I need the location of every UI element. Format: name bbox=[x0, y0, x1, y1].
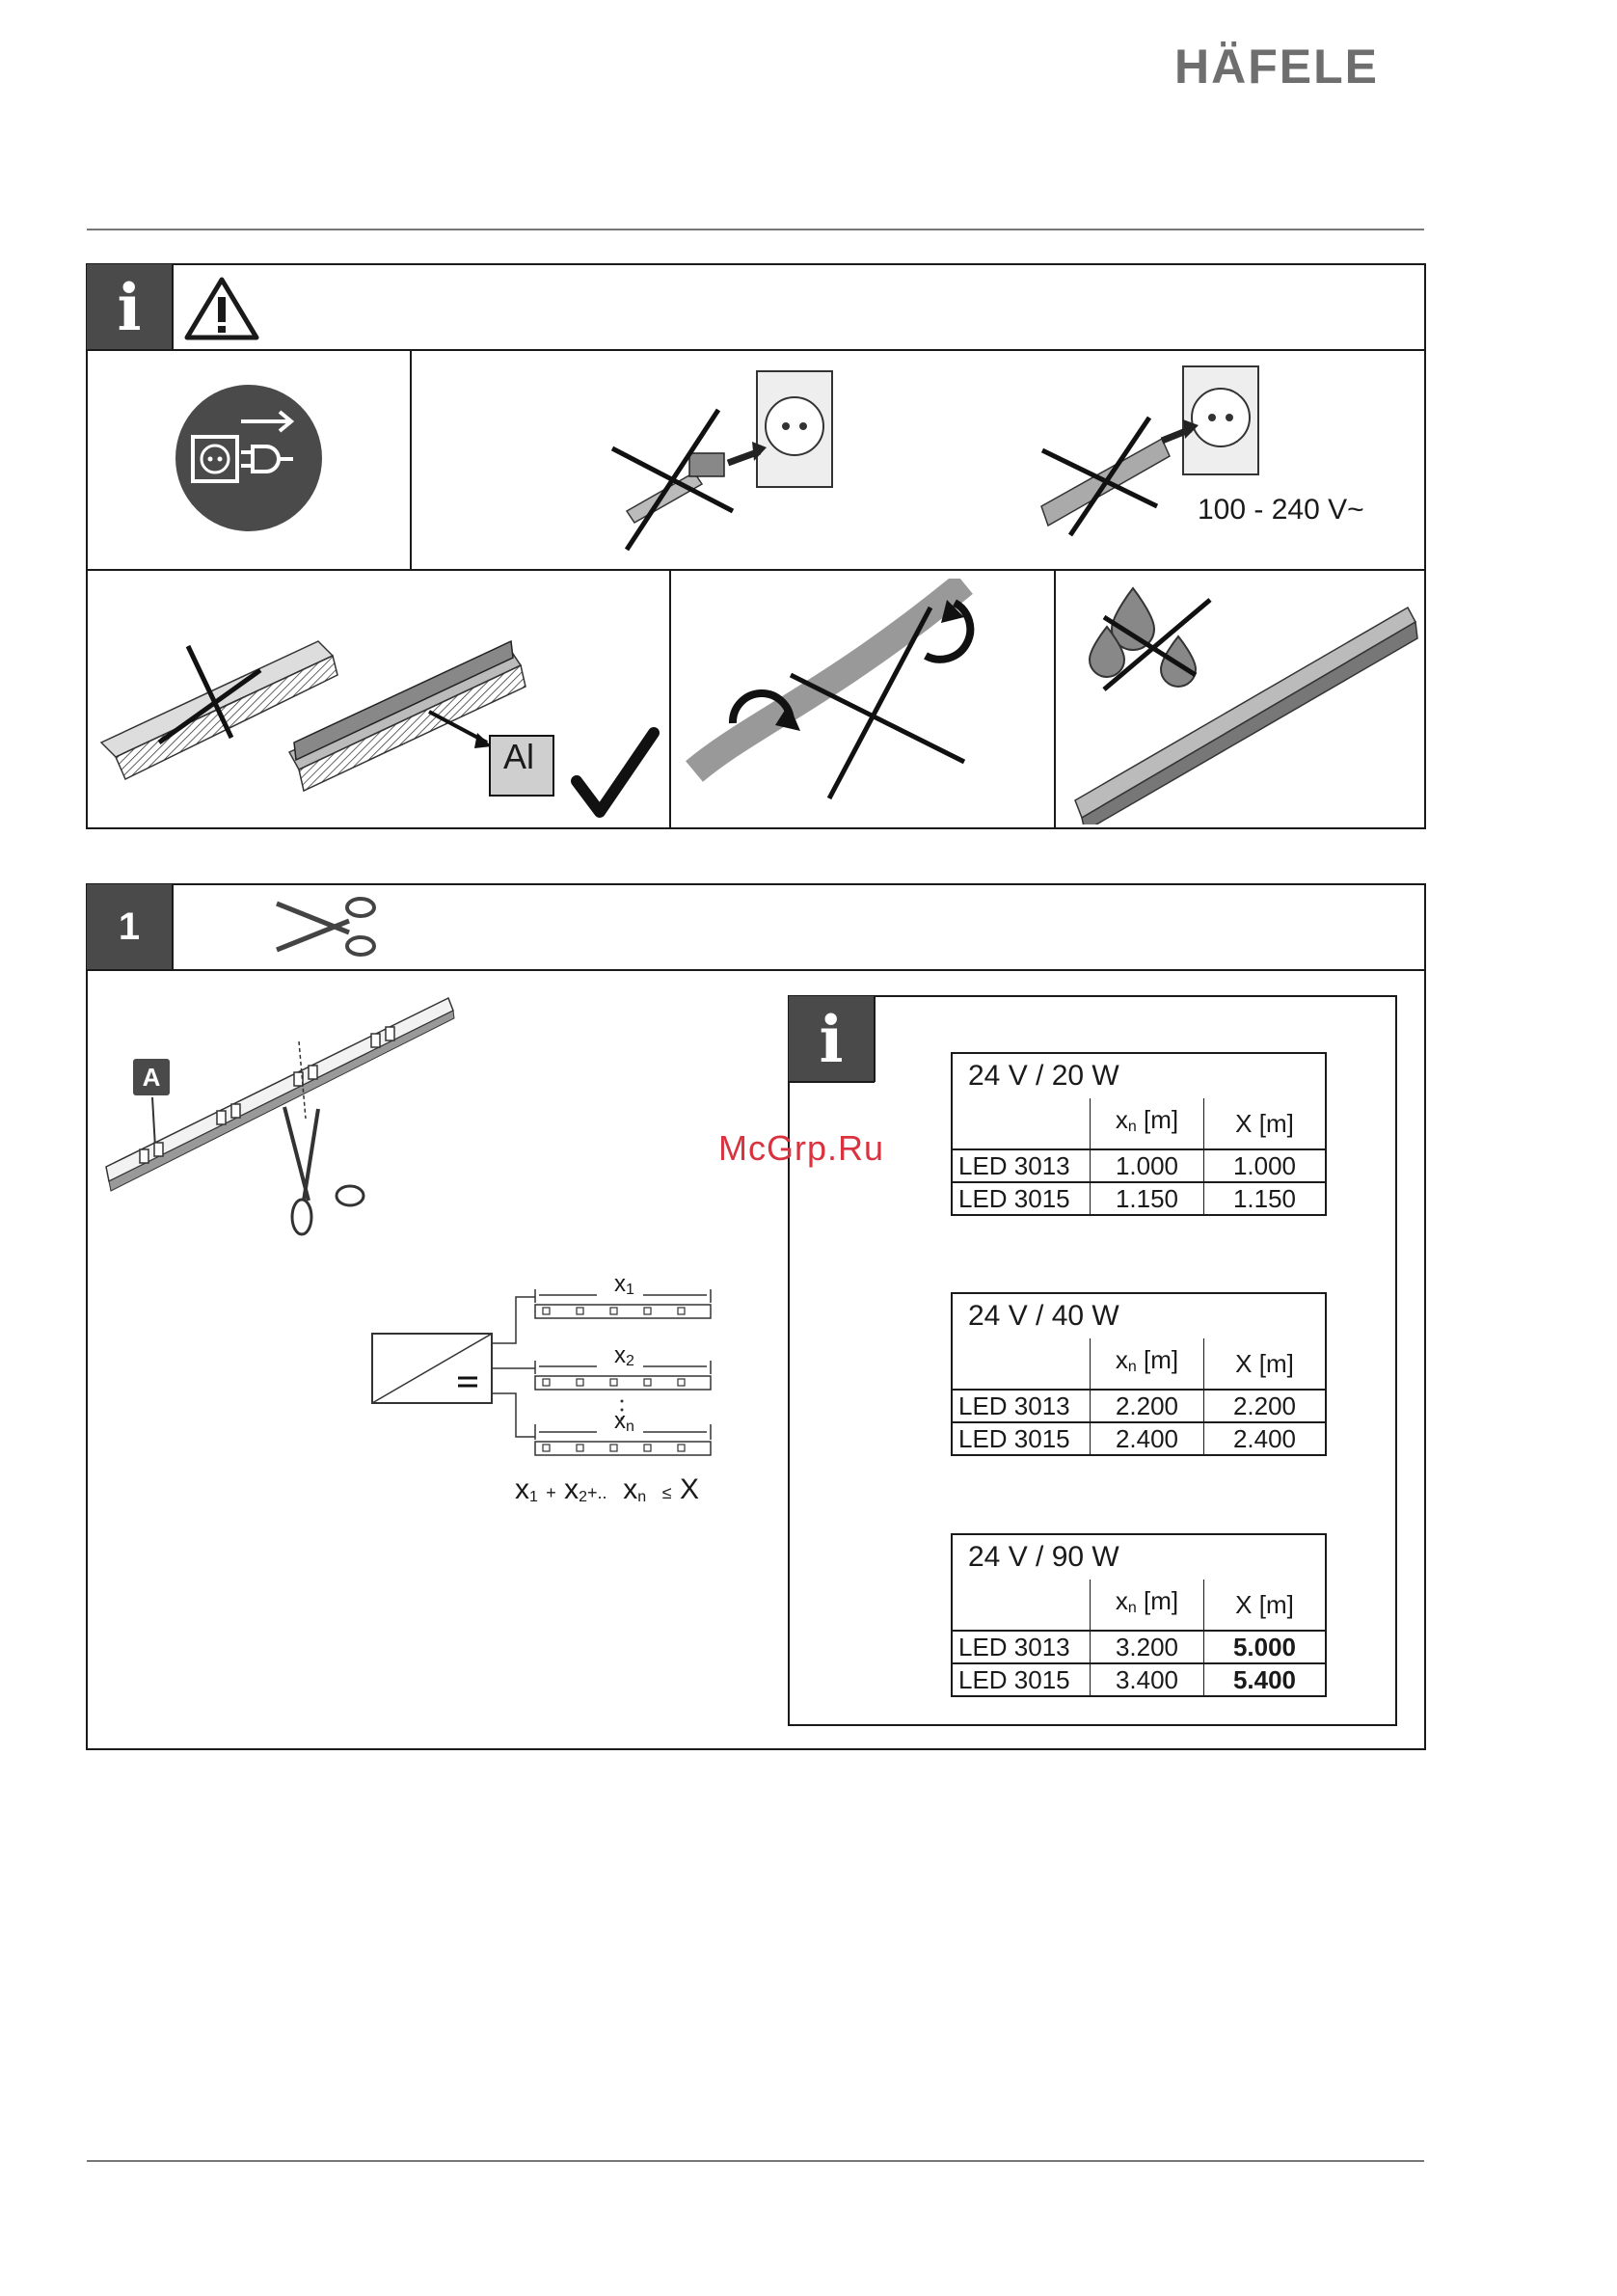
header-rule bbox=[87, 229, 1424, 230]
step-number: 1 bbox=[87, 884, 172, 970]
segment-label-xn: $x_n$ bbox=[614, 1408, 634, 1435]
led-strip-cut-illustration bbox=[101, 993, 468, 1244]
spec-table-90w: 24 V / 90 W $x_n$ [m] X [m] LED 3013 3.200 5.000 LED 3015 3.400 5.400 bbox=[951, 1533, 1327, 1697]
scissors-icon bbox=[272, 892, 388, 961]
warning-triangle-icon bbox=[183, 276, 260, 341]
voltage-label: 100 - 240 V~ bbox=[1198, 494, 1364, 526]
length-formula: $x_1 + x_2+$.. $x_n \le X$ bbox=[515, 1473, 700, 1505]
no-water-illustration bbox=[1061, 579, 1422, 824]
table-row: LED 3013 1.000 1.000 bbox=[952, 1149, 1326, 1182]
table-row: LED 3013 3.200 5.000 bbox=[952, 1631, 1326, 1663]
power-supply-diagram bbox=[369, 1278, 716, 1466]
segment-label-x2: $x_2$ bbox=[614, 1342, 634, 1369]
aluminium-label: Al bbox=[503, 737, 535, 776]
info-icon: i bbox=[789, 996, 874, 1082]
spec-table-40w: 24 V / 40 W $x_n$ [m] X [m] LED 3013 2.200 2.200 LED 3015 2.400 2.400 bbox=[951, 1292, 1327, 1456]
socket-direct-connect-illustration bbox=[598, 366, 858, 559]
table-row: LED 3013 2.200 2.200 bbox=[952, 1390, 1326, 1422]
segment-label-x1: $x_1$ bbox=[614, 1271, 634, 1298]
no-bending-illustration bbox=[675, 579, 1051, 820]
watermark: McGrp.Ru bbox=[718, 1128, 885, 1168]
cut-point-badge: A bbox=[133, 1059, 170, 1095]
unplug-icon bbox=[174, 383, 324, 533]
spec-table-20w: 24 V / 20 W $x_n$ [m] X [m] LED 3013 1.000 1.000 LED 3015 1.150 1.150 bbox=[951, 1052, 1327, 1216]
aluminium-profile-illustration bbox=[96, 598, 665, 820]
info-icon: i bbox=[87, 264, 172, 350]
table-row: LED 3015 1.150 1.150 bbox=[952, 1182, 1326, 1215]
brand-logo: HÄFELE bbox=[1174, 40, 1379, 94]
table-row: LED 3015 2.400 2.400 bbox=[952, 1422, 1326, 1455]
table-row: LED 3015 3.400 5.400 bbox=[952, 1663, 1326, 1696]
footer-rule bbox=[87, 2160, 1424, 2162]
